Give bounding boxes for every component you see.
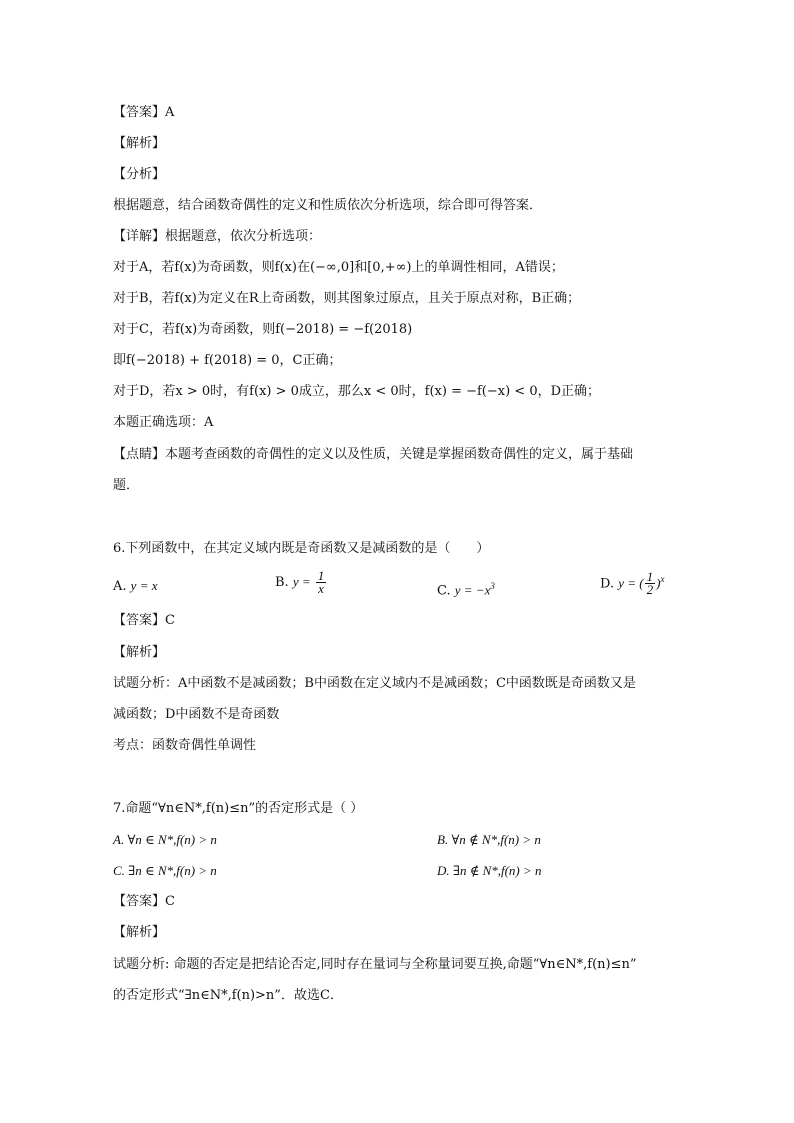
q6-option-c [437, 577, 495, 600]
q6-option-d-fraction [645, 571, 656, 596]
q5-line-c: 对于C，若f(x)为奇函数，则f(−2018) = −f(2018) [113, 322, 413, 337]
q7-analysis-1: 试题分析: 命题的否定是把结论否定,同时存在量词与全称量词要互换,命题“∀n∈N*,f(n)≤n” [113, 957, 637, 972]
q6-option-a [113, 577, 157, 596]
q6-option-b-label: B. [275, 575, 289, 590]
q6-option-b-lhs: y = [292, 574, 311, 589]
q6-analysis-1: 试题分析：A中函数不是减函数；B中函数在定义域内不是减函数；C中函数既是奇函数又是 [113, 676, 636, 691]
q6-option-b-denominator: x [318, 581, 324, 596]
q7-option-a: A. ∀n ∈ N*,f(n) > n [113, 832, 217, 847]
q5-answer: 【答案】A [113, 105, 175, 120]
q6-option-a-formula: y = x [130, 578, 158, 593]
q7-option-d: D. ∃n ∉ N*,f(n) > n [437, 863, 542, 878]
q6-option-d-lhs: y = ( [618, 575, 644, 591]
q7-option-b: B. ∀n ∉ N*,f(n) > n [437, 832, 541, 847]
q6-option-d [600, 570, 664, 596]
q5-line-c2: 即f(−2018) + f(2018) = 0，C正确； [113, 353, 342, 368]
q6-option-b [275, 570, 327, 595]
q6-option-c-label: C. [437, 583, 451, 599]
q6-option-d-rhs: ) [656, 575, 661, 591]
q6-option-d-exponent: x [660, 574, 665, 584]
q6-option-b-fraction [316, 570, 327, 595]
q5-line-a: 对于A，若f(x)为奇函数，则f(x)在(−∞,0]和[0,+∞)上的单调性相同，A错误； [113, 260, 564, 275]
q5-line-b: 对于B，若f(x)为定义在R上奇函数，则其图象过原点，且关于原点对称，B正确； [113, 291, 581, 306]
q5-analysis-label: 【解析】 [113, 136, 166, 151]
q5-detail-label: 【详解】根据题意，依次分析选项： [113, 229, 322, 244]
q5-fenxi-text: 根据题意，结合函数奇偶性的定义和性质依次分析选项，综合即可得答案． [113, 198, 543, 213]
q6-option-c-exponent: 3 [490, 581, 495, 591]
q5-line-d: 对于D，若x > 0时，有f(x) > 0成立，那么x < 0时，f(x) = −f(−x) < 0，D正确； [113, 384, 601, 399]
q7-analysis-label: 【解析】 [113, 925, 166, 940]
q6-stem: 6.下列函数中，在其定义域内既是奇函数又是减函数的是（ ） [113, 541, 490, 556]
q7-stem: 7.命题“∀n∈N*,f(n)≤n”的否定形式是（ ） [113, 801, 364, 816]
q6-option-d-denominator: 2 [646, 582, 654, 598]
q6-option-c-formula: y = −x [454, 582, 491, 598]
q6-option-b-numerator: 1 [317, 568, 325, 583]
q6-option-d-label: D. [600, 576, 615, 592]
q7-analysis-2: 的否定形式“∃n∈N*,f(n)>n”．故选C． [113, 988, 343, 1003]
q6-option-d-numerator: 1 [646, 569, 654, 585]
q6-kaodian: 考点：函数奇偶性单调性 [113, 738, 257, 753]
q6-answer: 【答案】C [113, 613, 175, 628]
q5-fenxi-label: 【分析】 [113, 167, 166, 182]
q7-answer: 【答案】C [113, 894, 175, 909]
q5-correct: 本题正确选项：A [113, 415, 214, 430]
q6-option-a-label: A. [113, 579, 127, 594]
q7-option-c: C. ∃n ∈ N*,f(n) > n [113, 863, 217, 878]
q5-comment-2: 题． [113, 478, 140, 493]
q5-comment-1: 【点睛】本题考查函数的奇偶性的定义以及性质，关键是掌握函数奇偶性的定义，属于基础 [113, 447, 634, 462]
q6-analysis-2: 减函数；D中函数不是奇函数 [113, 707, 280, 722]
q6-analysis-label: 【解析】 [113, 645, 166, 660]
